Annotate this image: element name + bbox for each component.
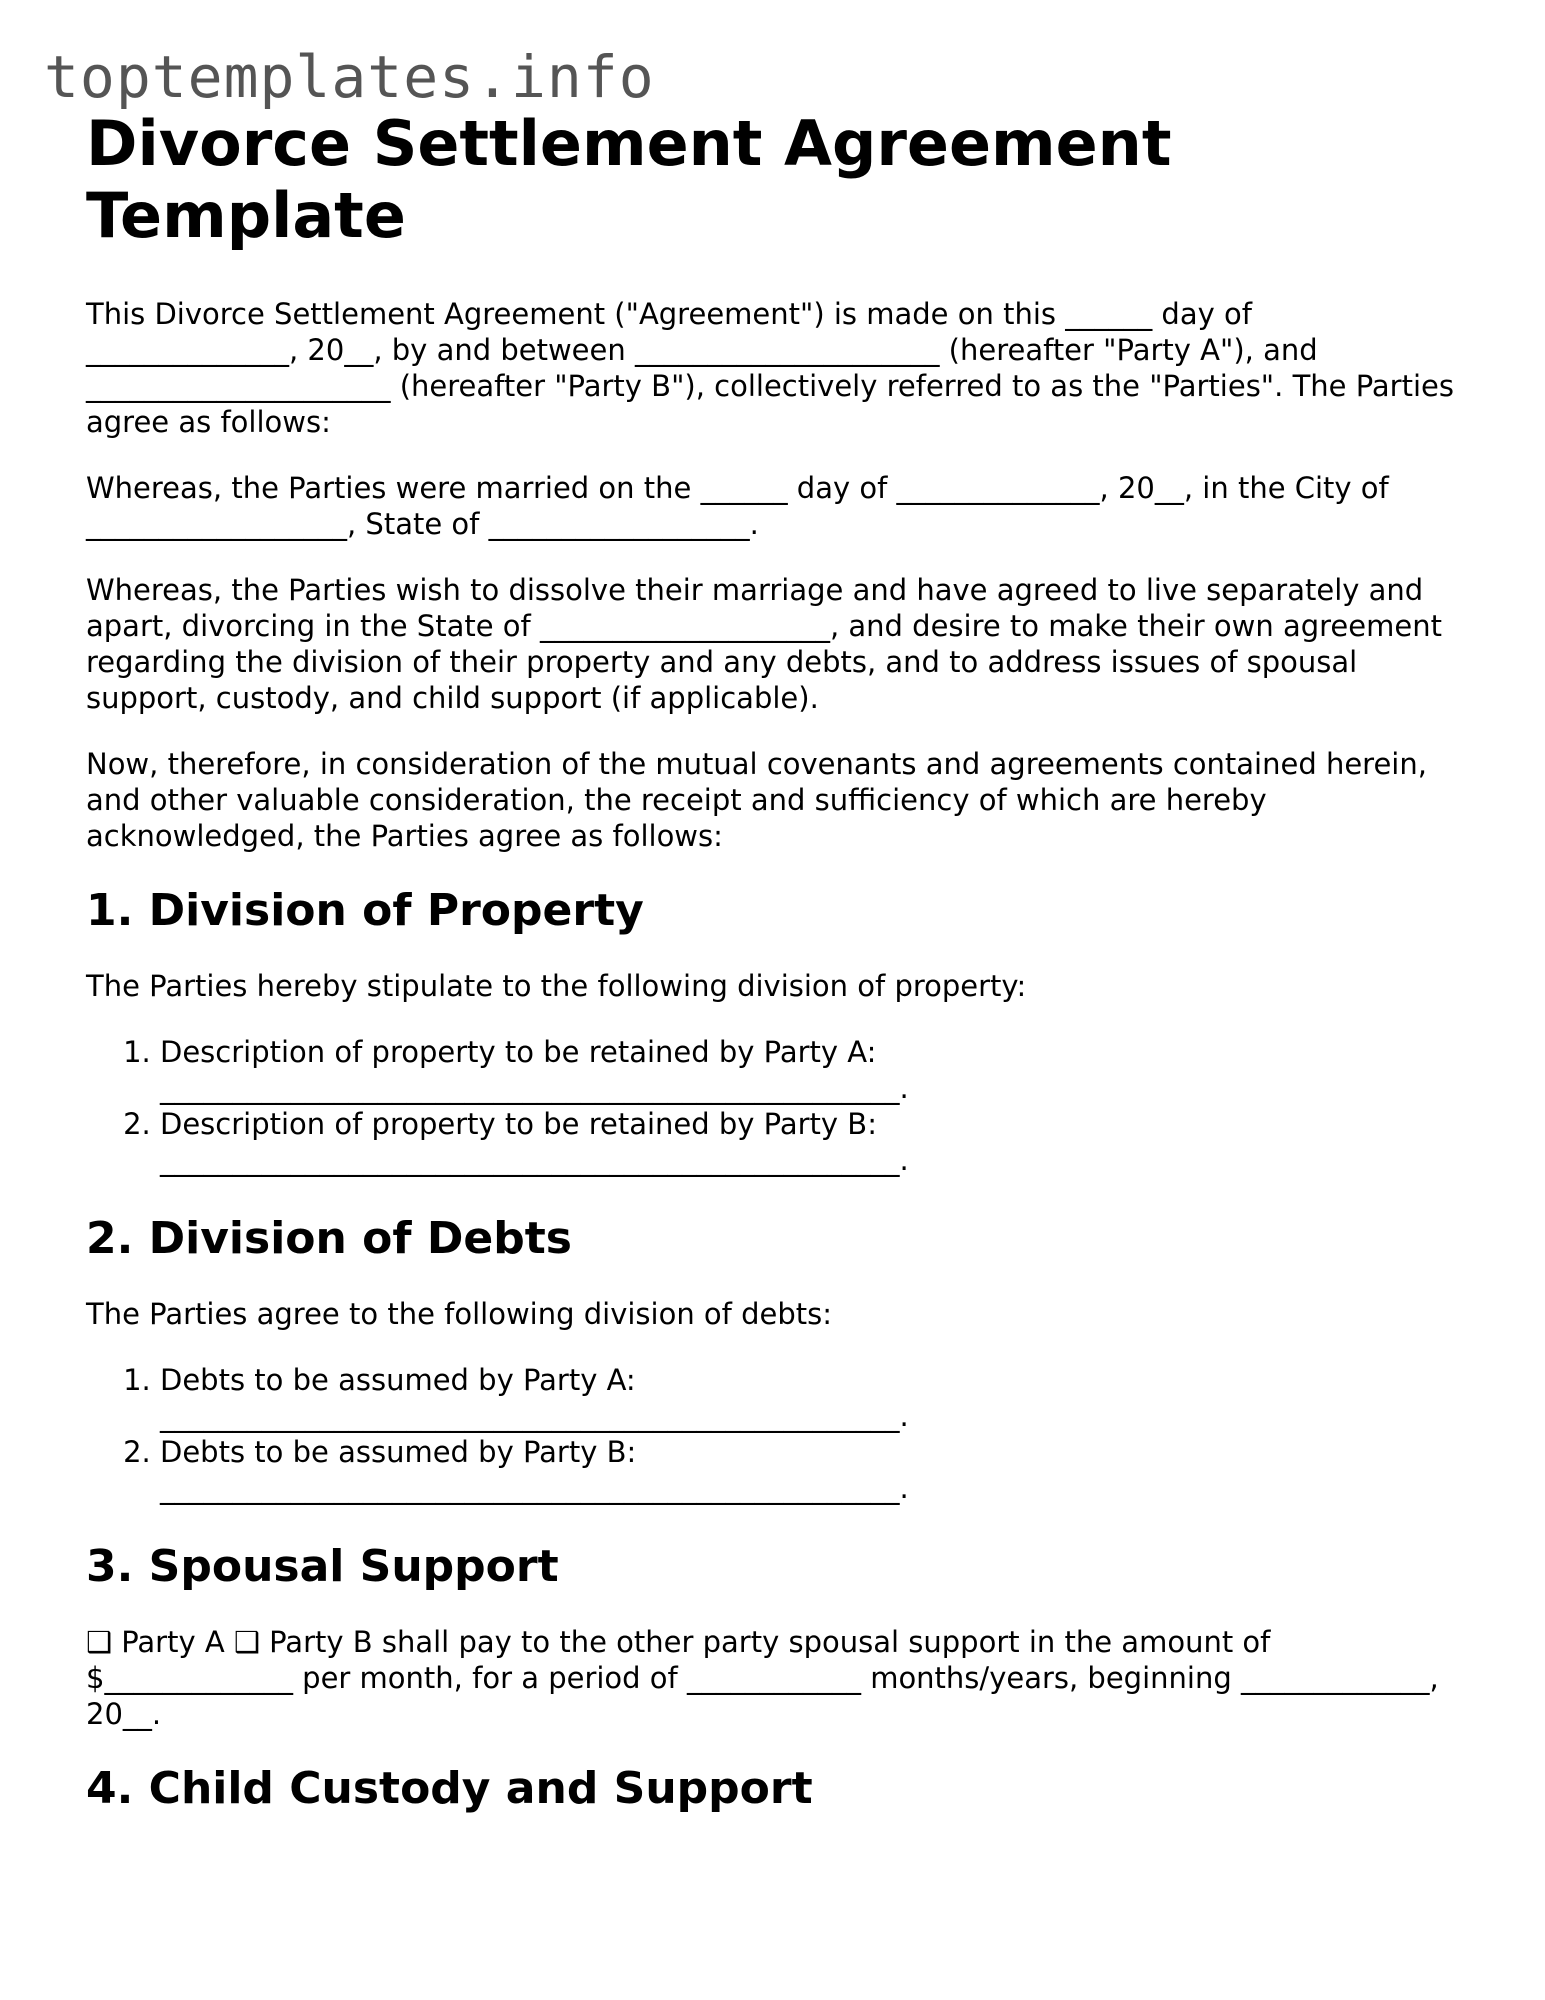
list-item-label: Debts to be assumed by Party B: bbox=[160, 1435, 637, 1469]
fill-in-blank[interactable]: ___________________________________________________. bbox=[160, 1071, 909, 1105]
fill-in-blank[interactable]: ___________________________________________________. bbox=[160, 1471, 909, 1505]
dissolve-paragraph: Whereas, the Parties wish to dissolve their marriage and have agreed to live separately and apart, divorcing in the State of ____________________, and desire to make their own agreement regarding the division of their property and any debts, and to address issues of spousal support, custody, and child support (if applicable). bbox=[86, 573, 1442, 715]
fill-in-blank[interactable]: ___________________________________________________. bbox=[160, 1143, 909, 1177]
intro-paragraph: This Divorce Settlement Agreement ("Agreement") is made on this ______ day of ______________, 20__, by and between _____________________ (hereafter "Party A"), and _____________________ (hereafter "Party B"), collectively referred to as the "Parties". The Parties agree as follows: bbox=[86, 297, 1454, 439]
marriage-paragraph: Whereas, the Parties were married on the ______ day of ______________, 20__, in the City of __________________, State of __________________. bbox=[86, 471, 1389, 541]
list-item bbox=[160, 1434, 1466, 1506]
consideration-paragraph: Now, therefore, in consideration of the mutual covenants and agreements contained herein, and other valuable consideration, the receipt and sufficiency of which are hereby acknowledged, the Parties agree as follows: bbox=[86, 747, 1427, 853]
property-text: The Parties hereby stipulate to the following division of property: bbox=[86, 969, 1027, 1003]
section-heading-property: 1. Division of Property bbox=[86, 885, 644, 936]
debts-text: The Parties agree to the following division of debts: bbox=[86, 1297, 832, 1331]
list-item bbox=[160, 1106, 1466, 1178]
list-item bbox=[160, 1034, 1466, 1106]
document-page bbox=[86, 108, 1466, 1846]
section-heading-spousal: 3. Spousal Support bbox=[86, 1541, 559, 1592]
fill-in-blank[interactable]: ___________________________________________________. bbox=[160, 1399, 909, 1433]
debts-list bbox=[86, 1362, 1466, 1506]
property-list bbox=[86, 1034, 1466, 1178]
watermark: toptemplates.info bbox=[44, 43, 655, 111]
section-heading-debts: 2. Division of Debts bbox=[86, 1213, 572, 1264]
list-item-label: Debts to be assumed by Party A: bbox=[160, 1363, 636, 1397]
list-item-label: Description of property to be retained by Party A: bbox=[160, 1035, 877, 1069]
list-item-label: Description of property to be retained by Party B: bbox=[160, 1107, 877, 1141]
spousal-text: ❑ Party A ❑ Party B shall pay to the other party spousal support in the amount of $_____________ per month, for a period of ____________ months/years, beginning _____________, 20__. bbox=[86, 1625, 1439, 1731]
list-item bbox=[160, 1362, 1466, 1434]
section-heading-custody: 4. Child Custody and Support bbox=[86, 1763, 813, 1814]
document-title: Divorce Settlement Agreement Template bbox=[86, 107, 1172, 252]
